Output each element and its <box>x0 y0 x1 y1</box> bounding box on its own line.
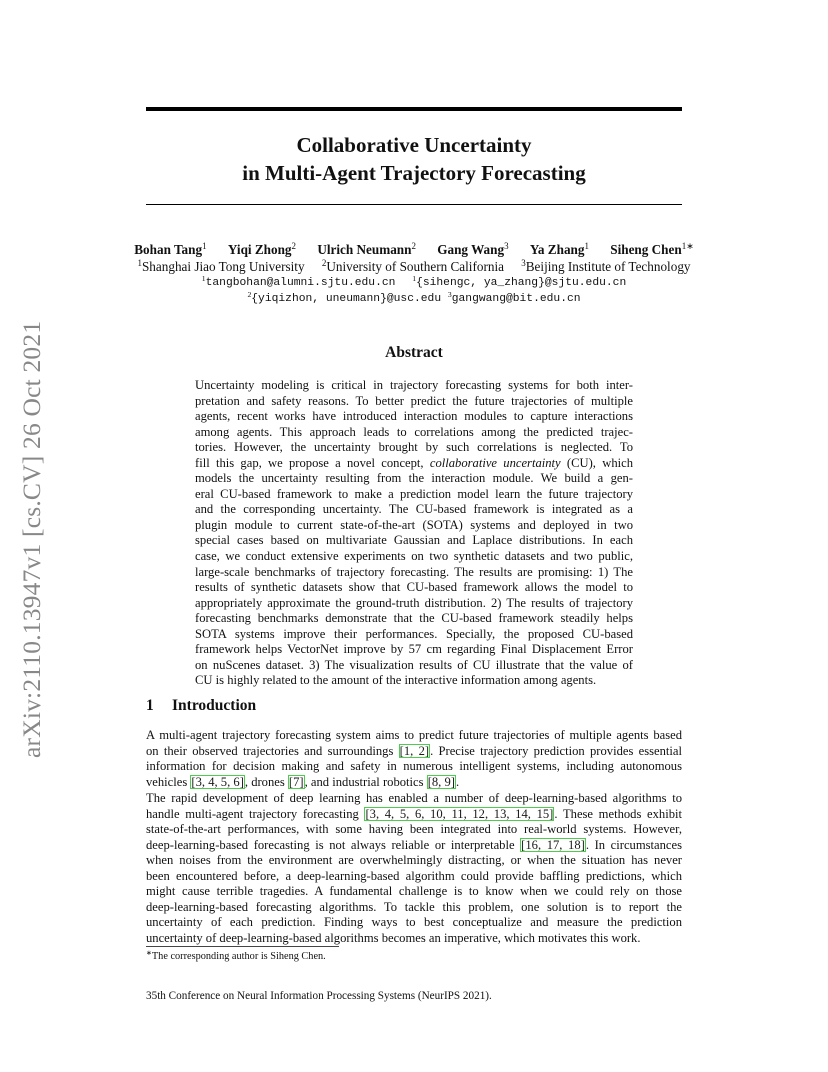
author: Bohan Tang$^1$ <box>134 241 207 257</box>
author: Yiqi Zhong$^2$ <box>227 241 297 257</box>
email: $^1$tangbohan@alumni.sjtu.edu.cn <box>201 273 396 289</box>
citation-link[interactable]: [8, 9] <box>427 774 455 789</box>
citation-link[interactable]: [16, 17, 18] <box>521 837 585 852</box>
intro-paragraph-1: A multi-agent trajectory forecasting system aims to predict future trajectories of multiple agents based on their observed trajectories and surroundings [1, 2]. Precise trajectory prediction provides essential information for decision making and safety in numerous intelligent systems, including autonomous vehicles [3, 4, 5, 6], drones [7], and industrial robotics [8, 9]. <box>146 728 682 789</box>
author: Gang Wang$^3$ <box>437 241 509 257</box>
title-rule-bottom <box>146 204 682 205</box>
email: $^3$gangwang@bit.edu.cn <box>447 289 581 305</box>
title-line-2: in Multi-Agent Trajectory Forecasting <box>242 161 586 185</box>
citation-link[interactable]: [3, 4, 5, 6, 10, 11, 12, 13, 14, 15] <box>365 806 554 821</box>
author: Ulrich Neumann$^2$ <box>317 241 416 257</box>
affiliation-list <box>100 259 728 275</box>
footnote-rule <box>146 946 339 947</box>
author: Ya Zhang$^1$ <box>529 241 589 257</box>
citation-link[interactable]: [7] <box>288 774 304 789</box>
title-rule-top <box>146 107 682 111</box>
emphasis: collaborative uncertainty <box>429 455 561 470</box>
title-line-1: Collaborative Uncertainty <box>296 133 532 157</box>
intro-paragraph-2: The rapid development of deep learning has enabled a number of deep-learning-based algorithms to handle multi-agent trajectory forecasting [3, 4, 5, 6, 10, 11, 12, 13, 14, 15]. These methods exhibit state-of-the-art performances, with some having been integrated into real-world systems. However, deep-learning-based forecasting is not always reliable or interpretable [16, 17, 18]. In circumstances when noises from the environment are overwhelmingly distracting, or when the situation has never been encountered before, a deep-learning-based algorithm could provide baffling predictions, which might cause terrible tragedies. A fundamental challenge is to know when we could rely on those deep-learning-based forecasting algorithms. To tackle this problem, one solution is to report the uncertainty of each prediction. Finding ways to best conceptualize and measure the prediction uncertainty of deep-learning-based algorithms becomes an imperative, which motivates this work. <box>146 791 683 945</box>
email: $^1${sihengc, ya_zhang}@sjtu.edu.cn <box>412 273 627 289</box>
conference-footer: 35th Conference on Neural Information Processing Systems (NeurIPS 2021). <box>146 990 492 1002</box>
arxiv-stamp: arXiv:2110.13947v1 [cs.CV] 26 Oct 2021 <box>17 320 46 758</box>
affiliation: $^1$Shanghai Jiao Tong University <box>137 258 305 274</box>
paper-title <box>146 131 682 187</box>
affiliation: $^2$University of Southern California <box>321 258 504 274</box>
abstract-heading: Abstract <box>385 344 443 361</box>
author: Siheng Chen$^{1∗}$ <box>610 241 694 257</box>
email-list <box>100 275 728 307</box>
footnote: ∗The corresponding author is Siheng Chen. <box>146 949 326 962</box>
author-list <box>100 242 728 258</box>
email: $^2${yiqizhon, uneumann}@usc.edu <box>247 289 442 305</box>
abstract-body: Uncertainty modeling is critical in trajectory forecasting systems for both inter- pretation and safety reasons. To better predict the future trajectories of multiple agents, recent works have introduced interaction modules to capture interactions among agents. This approach leads to correlations among the predicted trajec- tories. However, the uncertainty brought by such correlations is neglected. To fill this gap, we propose a novel concept, collaborative uncertainty (CU), which models the uncertainty resulting from the interaction module. We build a gen- eral CU-based framework to make a prediction model learn the future trajectory and the corresponding uncertainty. The CU-based framework is integrated as a plugin module to current state-of-the-art (SOTA) systems and deployed in two special cases based on multivariate Gaussian and Laplace distributions. In each case, we conduct extensive experiments on two synthetic datasets and two public, large-scale benchmarks of trajectory forecasting. The results are promising: 1) The results of synthetic datasets show that CU-based framework allows the model to appropriately approximate the ground-truth distribution. 2) The results of trajectory forecasting benchmarks demonstrate that the CU-based framework steadily helps SOTA systems improve their performances. Specially, the proposed CU-based framework helps VectorNet improve by 57 cm regarding Final Displacement Error on nuScenes dataset. 3) The visualization results of CU illustrate that the value of CU is highly related to the amount of the interactive information among agents. <box>195 378 633 688</box>
citation-link[interactable]: [3, 4, 5, 6] <box>191 774 244 789</box>
affiliation: $^3$Beijing Institute of Technology <box>521 258 691 274</box>
section-heading: 1 Introduction <box>146 697 257 714</box>
citation-link[interactable]: [1, 2] <box>399 743 430 758</box>
